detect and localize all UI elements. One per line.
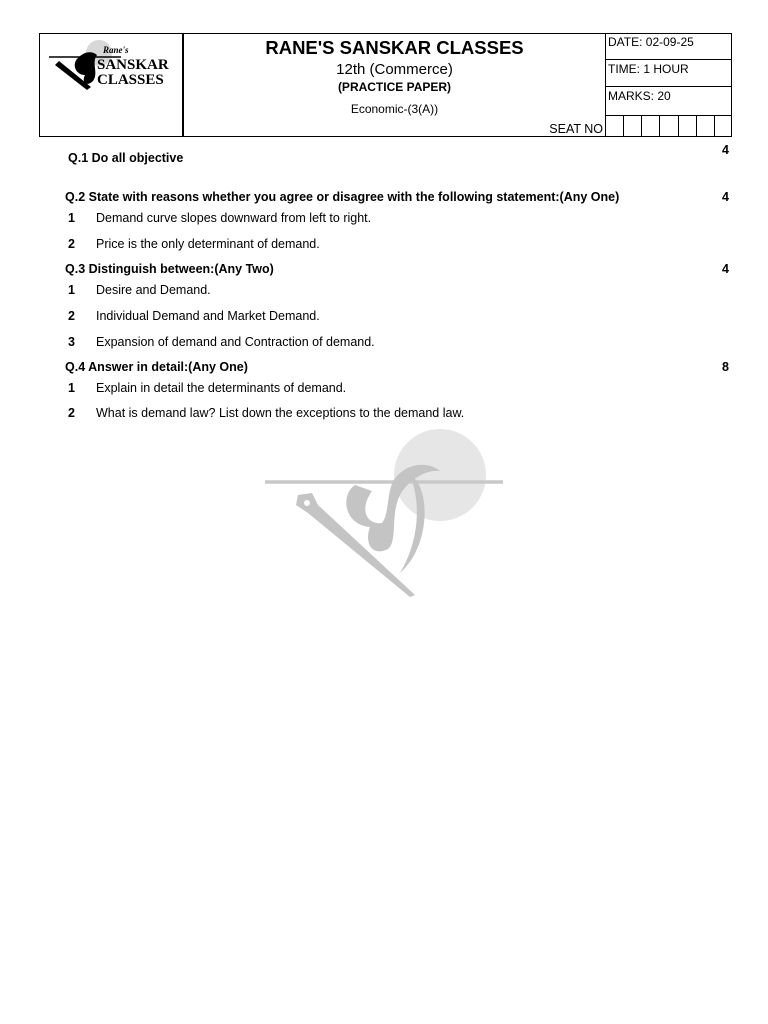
list-item: Price is the only determinant of demand. (96, 237, 320, 251)
seat-no-label: SEAT NO (549, 122, 603, 136)
item-number: 1 (68, 381, 75, 395)
seat-number-boxes[interactable] (606, 115, 732, 137)
question-heading: Q.3 Distinguish between:(Any Two) (65, 262, 274, 276)
seat-box[interactable] (642, 116, 660, 137)
logo-text-bottom: CLASSES (97, 72, 164, 88)
seat-box[interactable] (679, 116, 697, 137)
question-marks: 4 (722, 262, 729, 276)
time-field: TIME: 1 HOUR (606, 60, 732, 87)
item-number: 2 (68, 406, 75, 420)
class-name: 12th (Commerce) (336, 61, 453, 78)
seat-box[interactable] (606, 116, 624, 137)
seat-box[interactable] (697, 116, 715, 137)
date-field: DATE: 02-09-25 (606, 33, 732, 60)
list-item: Individual Demand and Market Demand. (96, 309, 320, 323)
list-item: Desire and Demand. (96, 283, 211, 297)
list-item: Demand curve slopes downward from left to right. (96, 211, 372, 225)
question-marks: 4 (722, 190, 729, 204)
question-heading: Q.2 State with reasons whether you agree or disagree with the following statement:(Any One) (65, 190, 620, 204)
list-item: Expansion of demand and Contraction of demand. (96, 335, 375, 349)
institute-name: RANE'S SANSKAR CLASSES (265, 37, 524, 58)
seat-box[interactable] (660, 116, 678, 137)
seat-box[interactable] (715, 116, 732, 137)
item-number: 1 (68, 283, 75, 297)
logo-text-top: Rane's (103, 45, 129, 55)
question-marks: 8 (722, 360, 729, 374)
question-heading: Q.4 Answer in detail:(Any One) (65, 360, 248, 374)
subject-name: Economic-(3(A)) (350, 102, 439, 116)
item-number: 2 (68, 309, 75, 323)
seat-box[interactable] (624, 116, 642, 137)
watermark-logo-icon (260, 425, 510, 605)
info-column (605, 33, 732, 137)
paper-type: (PRACTICE PAPER) (337, 80, 452, 94)
question-marks: 4 (722, 143, 729, 157)
item-number: 2 (68, 237, 75, 251)
logo-text-mid: SANSKAR (97, 57, 169, 73)
list-item: Explain in detail the determinants of demand. (96, 381, 347, 395)
sanskar-logo-icon (41, 35, 181, 135)
list-item: What is demand law? List down the exceptions to the demand law. (96, 406, 465, 420)
marks-field: MARKS: 20 (608, 89, 671, 103)
item-number: 1 (68, 211, 75, 225)
question-heading: Q.1 Do all objective (68, 151, 184, 165)
item-number: 3 (68, 335, 75, 349)
logo-cell (39, 33, 184, 137)
